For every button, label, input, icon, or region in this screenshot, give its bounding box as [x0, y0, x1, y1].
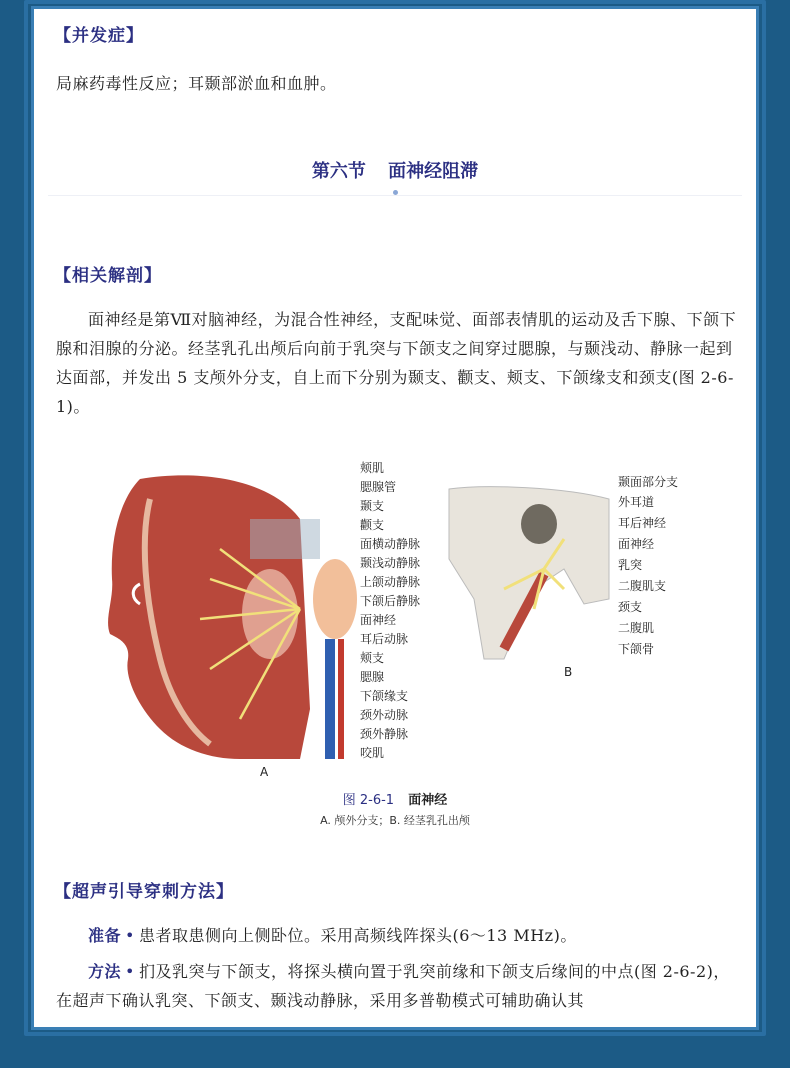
figure-label-a-15: 颈外静脉 [360, 727, 409, 741]
facial-nerve-illustration-a [100, 459, 390, 779]
figure-caption [34, 789, 756, 808]
prep-text: 患者取患侧向上侧卧位。采用高频线阵探头(6～13 MHz)。 [138, 926, 577, 945]
figure-label-b-4: 面神经 [618, 537, 655, 551]
figure-label-a-5: 面横动静脉 [360, 537, 421, 551]
method-bullet: • [125, 962, 135, 981]
figure-label-a-16: 咬肌 [360, 746, 385, 760]
panel-label-b: B [564, 665, 573, 679]
figure-label-b-1: 颞面部分支 [618, 475, 679, 489]
figure-label-a-12: 腮腺 [360, 670, 385, 684]
method-text: 扪及乳突与下颌支，将探头横向置于乳突前缘和下颌支后缘间的中点(图 2-6-2)，在超声下确认乳突、下颌支、颞浅动静脉，采用多普勒模式可辅助确认其 [56, 962, 730, 1010]
book-page [31, 6, 759, 1030]
figure-label-b-8: 二腹肌 [618, 621, 655, 635]
prep-bullet: • [125, 926, 135, 945]
panel-label-a: A [260, 765, 269, 779]
method-paragraph [56, 957, 740, 1015]
caption-number: 图 2-6-1 [342, 793, 395, 808]
figure-label-b-3: 耳后神经 [618, 516, 667, 530]
section-rule [48, 195, 742, 196]
figure-subcaption: A. 颅外分支；B. 经茎乳孔出颅 [320, 814, 470, 827]
figure-label-a-11: 颊支 [360, 651, 385, 665]
figure-label-a-6: 颞浅动静脉 [360, 556, 421, 570]
facial-nerve-illustration-b [444, 479, 614, 669]
figure-label-a-8: 下颌后静脉 [360, 594, 421, 608]
anatomy-text: 面神经是第Ⅶ对脑神经，为混合性神经，支配味觉、面部表情肌的运动及舌下腺、下颌下腺和泪腺的分泌。经茎乳孔出颅后向前于乳突与下颌支之间穿过腮腺，与颞浅动、静脉一起到达面部，并发出 5 支颅外分支，自上而下分别为颞支、颧支、颊支、下颌缘支和颈支(图 2-6-1)。 [56, 310, 737, 416]
figure-label-a-1: 颊肌 [360, 461, 385, 475]
figure-label-b-5: 乳突 [618, 558, 643, 572]
caption-title: 面神经 [408, 793, 448, 808]
figure-label-a-7: 上颌动静脉 [360, 575, 421, 589]
method-label: 方法 [88, 962, 122, 981]
figure-label-a-10: 耳后动脉 [360, 632, 409, 646]
complications-text: 局麻药毒性反应；耳颞部淤血和血肿。 [56, 74, 337, 93]
anatomy-heading: 【相关解剖】 [54, 266, 162, 286]
section-number: 第六节 [311, 161, 366, 182]
figure-label-a-3: 颞支 [360, 499, 385, 513]
complications-heading: 【并发症】 [54, 26, 144, 46]
figure-label-b-9: 下颌骨 [618, 642, 655, 656]
section-name: 面神经阻滞 [388, 161, 479, 182]
figure-label-b-6: 二腹肌支 [618, 579, 667, 593]
section-title [34, 157, 756, 183]
prep-label: 准备 [88, 926, 122, 945]
figure-label-b-2: 外耳道 [618, 495, 655, 509]
figure-label-a-9: 面神经 [360, 613, 397, 627]
figure-label-a-4: 颧支 [360, 518, 385, 532]
prep-paragraph [56, 921, 740, 950]
figure-label-b-7: 颈支 [618, 600, 643, 614]
figure-label-a-14: 颈外动脉 [360, 708, 409, 722]
figure-label-a-2: 腮腺管 [360, 480, 397, 494]
figure-label-a-13: 下颌缘支 [360, 689, 409, 703]
method-heading: 【超声引导穿刺方法】 [54, 882, 234, 902]
